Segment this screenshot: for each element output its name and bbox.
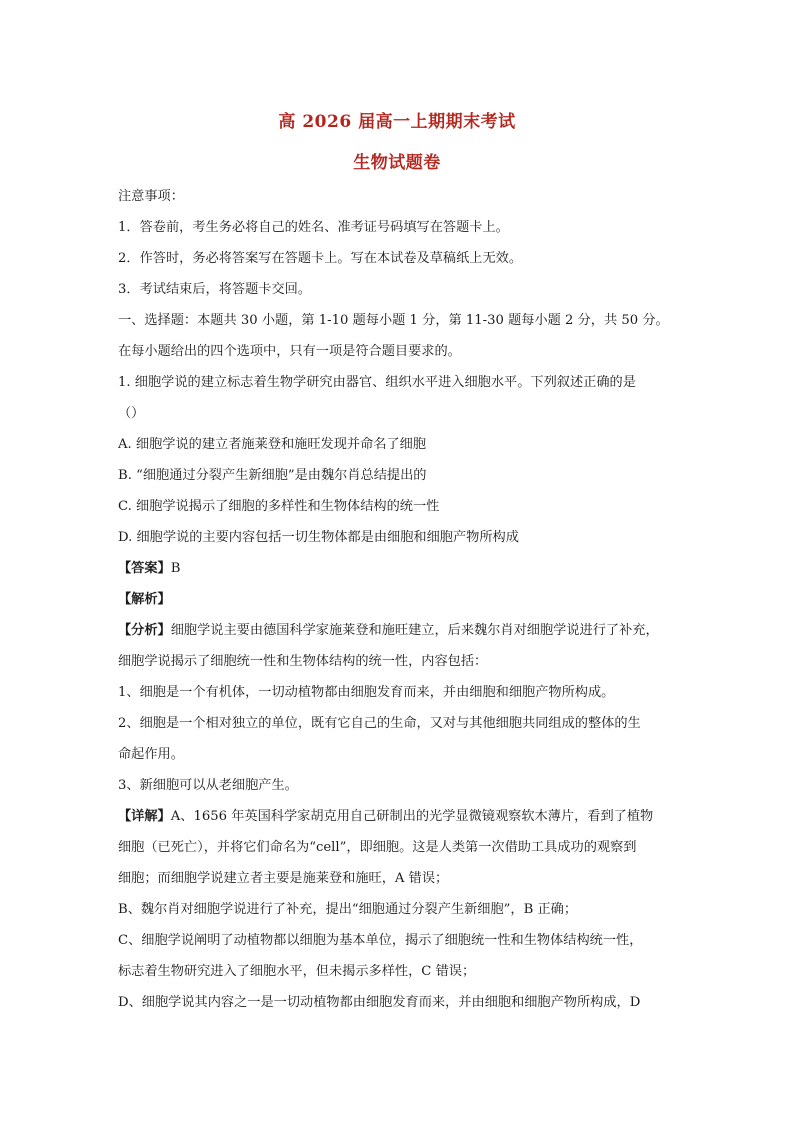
xiangjie-line-3: 细胞；而细胞学说建立者主要是施莱登和施旺，A 错误； bbox=[118, 871, 449, 886]
xiangjie-text-1: A、1656 年英国科学家胡克用自己研制出的光学显微镜观察软木薄片，看到了植物 bbox=[170, 809, 654, 824]
notice-item-1: 1．答卷前，考生务必将自己的姓名、准考证号码填写在答题卡上。 bbox=[118, 220, 509, 235]
option-c: C. 细胞学说揭示了细胞的多样性和生物体结构的统一性 bbox=[118, 499, 440, 514]
xiangjie-line-5: C、细胞学说阐明了动植物都以细胞为基本单位，揭示了细胞统一性和生物体结构统一性， bbox=[118, 933, 643, 948]
option-b: B. “细胞通过分裂产生新细胞”是由魏尔肖总结提出的 bbox=[118, 468, 427, 483]
notice-item-3: 3．考试结束后，将答题卡交回。 bbox=[118, 282, 312, 297]
fenxi-text-1: 细胞学说主要由德国科学家施莱登和施旺建立，后来魏尔肖对细胞学说进行了补充， bbox=[170, 623, 659, 638]
section-instruction-line-2: 在每小题给出的四个选项中，只有一项是符合题目要求的。 bbox=[118, 344, 461, 359]
exam-title: 高 2026 届高一上期期末考试 bbox=[278, 112, 516, 132]
point-2: 2、细胞是一个相对独立的单位，既有它自己的生命，又对与其他细胞共同组成的整体的生 bbox=[118, 716, 641, 731]
notice-heading: 注意事项： bbox=[118, 189, 184, 204]
fenxi-tag: 【分析】 bbox=[118, 623, 171, 638]
answer-line bbox=[118, 558, 678, 589]
question-1-stem: 1. 细胞学说的建立标志着生物学研究由器官、组织水平进入细胞水平。下列叙述正确的是 bbox=[118, 375, 636, 390]
analysis-line bbox=[118, 589, 678, 620]
xiangjie-line-1 bbox=[118, 806, 678, 837]
option-d: D. 细胞学说的主要内容包括一切生物体都是由细胞和细胞产物所构成 bbox=[118, 530, 519, 545]
question-1-stem-bracket: （） bbox=[118, 406, 145, 421]
answer-tag: 【答案】 bbox=[118, 561, 171, 576]
option-a: A. 细胞学说的建立者施莱登和施旺发现并命名了细胞 bbox=[118, 437, 427, 452]
fenxi-line-2: 细胞学说揭示了细胞统一性和生物体结构的统一性，内容包括： bbox=[118, 654, 488, 669]
section-instruction-line-1: 一、选择题：本题共 30 小题，第 1-10 题每小题 1 分，第 11-30 题每小题 2 分，共 50 分。 bbox=[118, 313, 669, 328]
xiangjie-line-2: 细胞（已死亡），并将它们命名为“cell”，即细胞。这是人类第一次借助工具成功的观察到 bbox=[118, 840, 637, 855]
xiangjie-tag: 【详解】 bbox=[118, 809, 171, 824]
exam-subtitle: 生物试题卷 bbox=[353, 153, 441, 173]
answer-value: B bbox=[170, 561, 181, 576]
point-3: 3、新细胞可以从老细胞产生。 bbox=[118, 778, 298, 793]
point-2-continued: 命起作用。 bbox=[118, 747, 184, 762]
fenxi-line-1 bbox=[118, 620, 678, 651]
xiangjie-line-4: B、魏尔肖对细胞学说进行了补充，提出“细胞通过分裂产生新细胞”，B 正确； bbox=[118, 902, 578, 917]
point-1: 1、细胞是一个有机体，一切动植物都由细胞发育而来，并由细胞和细胞产物所构成。 bbox=[118, 685, 615, 700]
xiangjie-line-6: 标志着生物研究进入了细胞水平，但未揭示多样性，C 错误； bbox=[118, 964, 476, 979]
xiangjie-line-7: D、细胞学说其内容之一是一切动植物都由细胞发育而来，并由细胞和细胞产物所构成，D bbox=[118, 995, 641, 1010]
analysis-tag: 【解析】 bbox=[118, 592, 171, 607]
notice-item-2: 2．作答时，务必将答案写在答题卡上。写在本试卷及草稿纸上无效。 bbox=[118, 251, 523, 266]
exam-content bbox=[118, 186, 678, 1023]
